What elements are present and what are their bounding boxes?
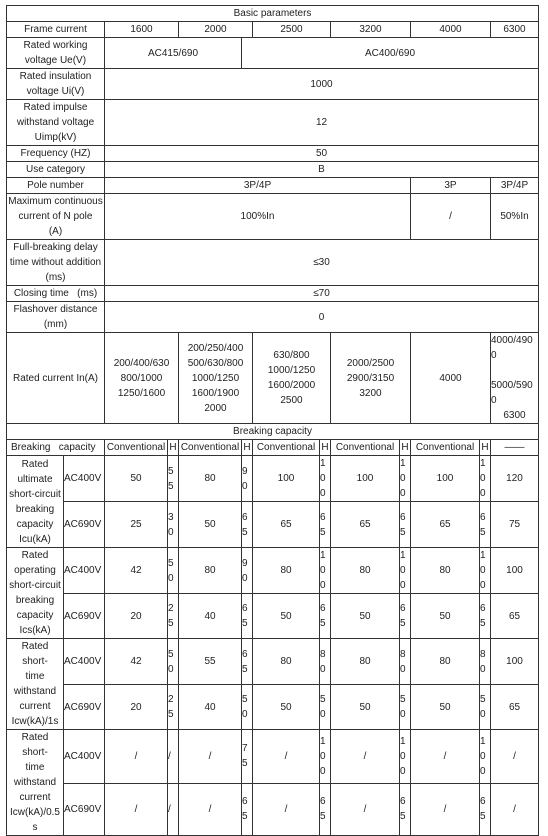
breaking-group-label: Rated operating short-circuit breaking capacity Ics(kA) bbox=[7, 548, 64, 639]
value-conv-2000: / bbox=[179, 730, 242, 784]
value-conv-2000: 50 bbox=[179, 502, 242, 548]
value-6300: 100 bbox=[491, 548, 539, 594]
value-conv-2500: 50 bbox=[253, 685, 320, 730]
value-conv-4000: / bbox=[411, 783, 480, 835]
value-h-2000: 90 bbox=[242, 548, 253, 594]
value-h-2000: 90 bbox=[242, 456, 253, 502]
rated-current-2000: 200/250/400 500/630/800 1000/1250 1600/1900 2000 bbox=[179, 333, 253, 424]
voltage-label: AC400V bbox=[64, 548, 105, 594]
value-h-2000: 65 bbox=[242, 594, 253, 639]
frame-2500: 2500 bbox=[253, 22, 331, 38]
breaking-capacity-header-label: Breaking capacity bbox=[7, 440, 105, 456]
value-conv-2500: / bbox=[253, 730, 320, 784]
n-pole-current-label: Maximum continuous current of N pole (A) bbox=[7, 194, 105, 240]
rated-insulation-voltage-value: 1000 bbox=[105, 69, 539, 100]
value-h-1600: 30 bbox=[168, 502, 179, 548]
basic-parameters bbox=[7, 6, 539, 424]
value-h-1600: / bbox=[168, 730, 179, 784]
breaking-delay-value: ≤30 bbox=[105, 240, 539, 286]
value-conv-1600: 42 bbox=[105, 639, 168, 685]
voltage-label: AC690V bbox=[64, 502, 105, 548]
rated-working-voltage-rest: AC400/690 bbox=[242, 38, 539, 69]
value-conv-2000: 80 bbox=[179, 456, 242, 502]
value-h-4000: 50 bbox=[480, 685, 491, 730]
value-h-2000: 65 bbox=[242, 639, 253, 685]
col-conventional-4000: Conventional bbox=[411, 440, 480, 456]
breaking-group-label: Rated short- time withstand current Icw(kA)/1s bbox=[7, 639, 64, 730]
value-h-3200: 65 bbox=[400, 502, 411, 548]
rated-current-1600: 200/400/630 800/1000 1250/1600 bbox=[105, 333, 179, 424]
rated-insulation-voltage-label: Rated insulation voltage Ui(V) bbox=[7, 69, 105, 100]
value-conv-4000: 50 bbox=[411, 594, 480, 639]
value-h-1600: / bbox=[168, 783, 179, 835]
spec-table-container bbox=[6, 5, 539, 836]
rated-working-voltage-1600: AC415/690 bbox=[105, 38, 242, 69]
value-conv-3200: 65 bbox=[331, 502, 400, 548]
rated-impulse-voltage-value: 12 bbox=[105, 100, 539, 146]
value-conv-4000: / bbox=[411, 730, 480, 784]
value-h-2000: 75 bbox=[242, 730, 253, 784]
value-h-4000: 100 bbox=[480, 456, 491, 502]
value-conv-2500: 80 bbox=[253, 548, 320, 594]
frame-current-label: Frame current bbox=[7, 22, 105, 38]
pole-number-6300: 3P/4P bbox=[491, 178, 539, 194]
value-conv-2000: 80 bbox=[179, 548, 242, 594]
frame-3200: 3200 bbox=[331, 22, 411, 38]
value-h-2500: 100 bbox=[320, 548, 331, 594]
breaking-capacity-title: Breaking capacity bbox=[7, 424, 539, 440]
n-pole-current-main: 100%In bbox=[105, 194, 411, 240]
value-conv-2500: 65 bbox=[253, 502, 320, 548]
frequency-value: 50 bbox=[105, 146, 539, 162]
value-conv-1600: 50 bbox=[105, 456, 168, 502]
value-conv-2500: / bbox=[253, 783, 320, 835]
value-conv-1600: 20 bbox=[105, 594, 168, 639]
value-conv-2000: 40 bbox=[179, 685, 242, 730]
value-conv-4000: 65 bbox=[411, 502, 480, 548]
breaking-row bbox=[7, 685, 539, 730]
value-conv-2000: / bbox=[179, 783, 242, 835]
basic-parameters-title: Basic parameters bbox=[7, 6, 539, 22]
value-conv-2000: 55 bbox=[179, 639, 242, 685]
value-h-2500: 80 bbox=[320, 639, 331, 685]
value-h-2500: 50 bbox=[320, 685, 331, 730]
col-conventional-2000: Conventional bbox=[179, 440, 242, 456]
n-pole-current-4000: / bbox=[411, 194, 491, 240]
value-conv-3200: 50 bbox=[331, 685, 400, 730]
closing-time-value: ≤70 bbox=[105, 286, 539, 302]
value-h-1600: 55 bbox=[168, 456, 179, 502]
value-6300: 120 bbox=[491, 456, 539, 502]
breaking-row bbox=[7, 783, 539, 835]
value-h-2500: 65 bbox=[320, 594, 331, 639]
value-conv-3200: / bbox=[331, 783, 400, 835]
value-h-3200: 65 bbox=[400, 783, 411, 835]
rated-current-3200: 2000/2500 2900/3150 3200 bbox=[331, 333, 411, 424]
value-h-3200: 100 bbox=[400, 730, 411, 784]
value-h-4000: 65 bbox=[480, 594, 491, 639]
use-category-value: B bbox=[105, 162, 539, 178]
value-h-2500: 100 bbox=[320, 730, 331, 784]
col-conventional-1600: Conventional bbox=[105, 440, 168, 456]
col-h-1600: H bbox=[168, 440, 179, 456]
breaking-row bbox=[7, 456, 539, 502]
rated-current-2500: 630/800 1000/1250 1600/2000 2500 bbox=[253, 333, 331, 424]
value-conv-2500: 100 bbox=[253, 456, 320, 502]
value-h-4000: 65 bbox=[480, 783, 491, 835]
breaking-row bbox=[7, 548, 539, 594]
rated-impulse-voltage-label: Rated impulse withstand voltage Uimp(kV) bbox=[7, 100, 105, 146]
frame-4000: 4000 bbox=[411, 22, 491, 38]
value-h-2500: 100 bbox=[320, 456, 331, 502]
pole-number-main: 3P/4P bbox=[105, 178, 411, 194]
voltage-label: AC690V bbox=[64, 783, 105, 835]
value-conv-3200: 80 bbox=[331, 639, 400, 685]
value-h-3200: 100 bbox=[400, 548, 411, 594]
col-conventional-2500: Conventional bbox=[253, 440, 320, 456]
value-conv-3200: 50 bbox=[331, 594, 400, 639]
value-h-3200: 50 bbox=[400, 685, 411, 730]
value-conv-3200: 80 bbox=[331, 548, 400, 594]
value-conv-2000: 40 bbox=[179, 594, 242, 639]
value-h-2500: 65 bbox=[320, 502, 331, 548]
value-h-2000: 50 bbox=[242, 685, 253, 730]
breaking-row bbox=[7, 502, 539, 548]
flashover-distance-label: Flashover distance (mm) bbox=[7, 302, 105, 333]
spec-table bbox=[6, 5, 539, 836]
pole-number-4000: 3P bbox=[411, 178, 491, 194]
col-h-2500: H bbox=[320, 440, 331, 456]
breaking-capacity bbox=[7, 424, 539, 456]
value-h-3200: 100 bbox=[400, 456, 411, 502]
value-conv-3200: 100 bbox=[331, 456, 400, 502]
breaking-row bbox=[7, 594, 539, 639]
voltage-label: AC690V bbox=[64, 685, 105, 730]
value-h-4000: 100 bbox=[480, 548, 491, 594]
frame-1600: 1600 bbox=[105, 22, 179, 38]
value-conv-4000: 100 bbox=[411, 456, 480, 502]
value-h-4000: 65 bbox=[480, 502, 491, 548]
value-h-1600: 50 bbox=[168, 639, 179, 685]
breaking-group-label: Rated short- time withstand current Icw(kA)/0.5s bbox=[7, 730, 64, 836]
value-h-3200: 80 bbox=[400, 639, 411, 685]
voltage-label: AC690V bbox=[64, 594, 105, 639]
col-h-2000: H bbox=[242, 440, 253, 456]
voltage-label: AC400V bbox=[64, 456, 105, 502]
voltage-label: AC400V bbox=[64, 730, 105, 784]
value-6300: 65 bbox=[491, 685, 539, 730]
value-conv-4000: 80 bbox=[411, 639, 480, 685]
value-conv-3200: / bbox=[331, 730, 400, 784]
use-category-label: Use category bbox=[7, 162, 105, 178]
breaking-row bbox=[7, 730, 539, 784]
value-6300: 75 bbox=[491, 502, 539, 548]
value-conv-4000: 50 bbox=[411, 685, 480, 730]
col-h-4000: H bbox=[480, 440, 491, 456]
rated-current-4000: 4000 bbox=[411, 333, 491, 424]
value-6300: / bbox=[491, 783, 539, 835]
col-h-3200: H bbox=[400, 440, 411, 456]
rated-current-6300: 4000/4900 5000/5900 6300 bbox=[491, 333, 539, 424]
value-h-2500: 65 bbox=[320, 783, 331, 835]
frame-2000: 2000 bbox=[179, 22, 253, 38]
value-h-2000: 65 bbox=[242, 783, 253, 835]
pole-number-label: Pole number bbox=[7, 178, 105, 194]
value-conv-2500: 50 bbox=[253, 594, 320, 639]
value-conv-1600: / bbox=[105, 783, 168, 835]
voltage-label: AC400V bbox=[64, 639, 105, 685]
value-6300: 100 bbox=[491, 639, 539, 685]
col-conventional-3200: Conventional bbox=[331, 440, 400, 456]
value-h-3200: 65 bbox=[400, 594, 411, 639]
value-h-2000: 65 bbox=[242, 502, 253, 548]
frame-6300: 6300 bbox=[491, 22, 539, 38]
frequency-label: Frequency (HZ) bbox=[7, 146, 105, 162]
value-conv-2500: 80 bbox=[253, 639, 320, 685]
breaking-delay-label: Full-breaking delay time without addition (ms) bbox=[7, 240, 105, 286]
rated-current-label: Rated current In(A) bbox=[7, 333, 105, 424]
value-conv-1600: / bbox=[105, 730, 168, 784]
breaking-capacity-rows bbox=[7, 456, 539, 836]
value-conv-1600: 25 bbox=[105, 502, 168, 548]
value-6300: / bbox=[491, 730, 539, 784]
flashover-distance-value: 0 bbox=[105, 302, 539, 333]
closing-time-label: Closing time (ms) bbox=[7, 286, 105, 302]
breaking-row bbox=[7, 639, 539, 685]
value-h-4000: 80 bbox=[480, 639, 491, 685]
breaking-group-label: Rated ultimate short-circuit breaking capacity Icu(kA) bbox=[7, 456, 64, 548]
value-h-4000: 100 bbox=[480, 730, 491, 784]
value-6300: 65 bbox=[491, 594, 539, 639]
value-h-1600: 25 bbox=[168, 685, 179, 730]
rated-working-voltage-label: Rated working voltage Ue(V) bbox=[7, 38, 105, 69]
value-h-1600: 50 bbox=[168, 548, 179, 594]
col-dash-6300: —— bbox=[491, 440, 539, 456]
value-conv-1600: 20 bbox=[105, 685, 168, 730]
value-h-1600: 25 bbox=[168, 594, 179, 639]
value-conv-4000: 80 bbox=[411, 548, 480, 594]
value-conv-1600: 42 bbox=[105, 548, 168, 594]
n-pole-current-6300: 50%In bbox=[491, 194, 539, 240]
